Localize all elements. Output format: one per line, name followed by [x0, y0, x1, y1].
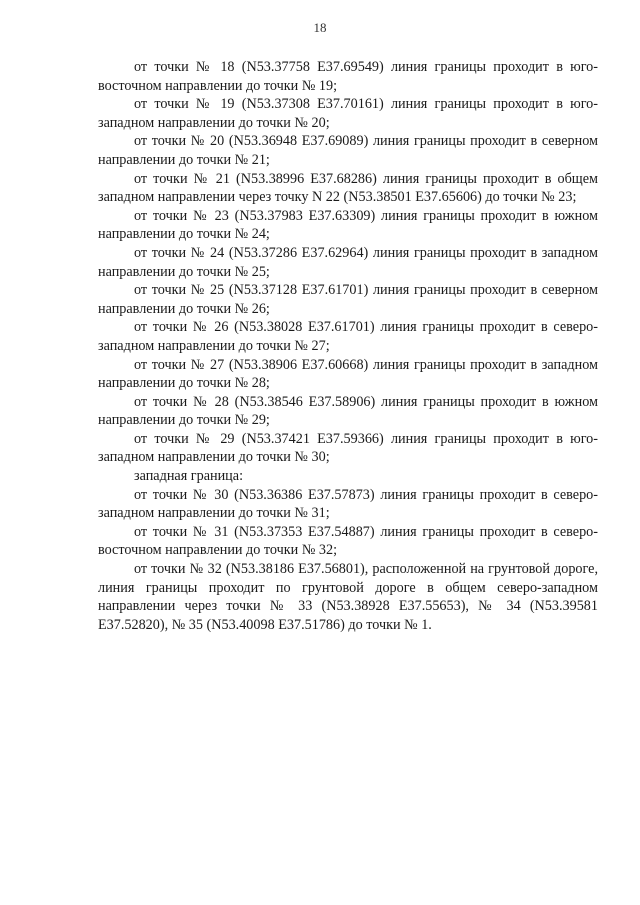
page-number: 18	[313, 20, 327, 35]
paragraph: от точки № 27 (N53.38906 E37.60668) линия границы проходит в западном направлении до точки № 28;	[98, 356, 598, 392]
paragraph: от точки № 29 (N53.37421 E37.59366) линия границы проходит в юго-западном направлении до точки № 30;	[98, 430, 598, 466]
paragraph: от точки № 25 (N53.37128 E37.61701) линия границы проходит в северном направлении до точки № 26;	[98, 282, 598, 317]
document-body	[98, 58, 598, 634]
paragraph: от точки № 24 (N53.37286 E37.62964) линия границы проходит в западном направлении до точки № 25;	[98, 244, 598, 280]
paragraph: от точки № 20 (N53.36948 E37.69089) линия границы проходит в северном направлении до точки № 21;	[98, 133, 598, 168]
section-heading: западная граница:	[134, 468, 244, 485]
paragraph: от точки № 18 (N53.37758 E37.69549) линия границы проходит в юго-восточном направлении до точки № 19;	[98, 59, 598, 94]
paragraph: от точки № 19 (N53.37308 E37.70161) линия границы проходит в юго-западном направлении до точки № 20;	[98, 96, 598, 131]
paragraph: от точки № 32 (N53.38186 E37.56801), расположенной на грунтовой дороге, линия границы проходит по грунтовой дороге в общем северо-западном направлении через точки № 33 (N53.38928 E37.55653), № 34 (N53.39581 E37.52820), № 35 (N53.40098 E37.51786) до точки № 1.	[98, 561, 598, 633]
paragraph: от точки № 28 (N53.38546 E37.58906) линия границы проходит в южном направлении до точки № 29;	[98, 393, 598, 429]
paragraph: от точки № 26 (N53.38028 E37.61701) линия границы проходит в северо-западном направлении до точки № 27;	[98, 319, 598, 354]
paragraph: от точки № 21 (N53.38996 E37.68286) линия границы проходит в общем западном направлении через точку N 22 (N53.38501 E37.65606) до точки № 23;	[98, 170, 598, 206]
paragraph: от точки № 31 (N53.37353 E37.54887) линия границы проходит в северо-восточном направлении до точки № 32;	[98, 523, 598, 559]
paragraph: от точки № 23 (N53.37983 E37.63309) линия границы проходит в южном направлении до точки № 24;	[98, 207, 598, 243]
paragraph: от точки № 30 (N53.36386 E37.57873) линия границы проходит в северо-западном направлении до точки № 31;	[98, 486, 598, 522]
